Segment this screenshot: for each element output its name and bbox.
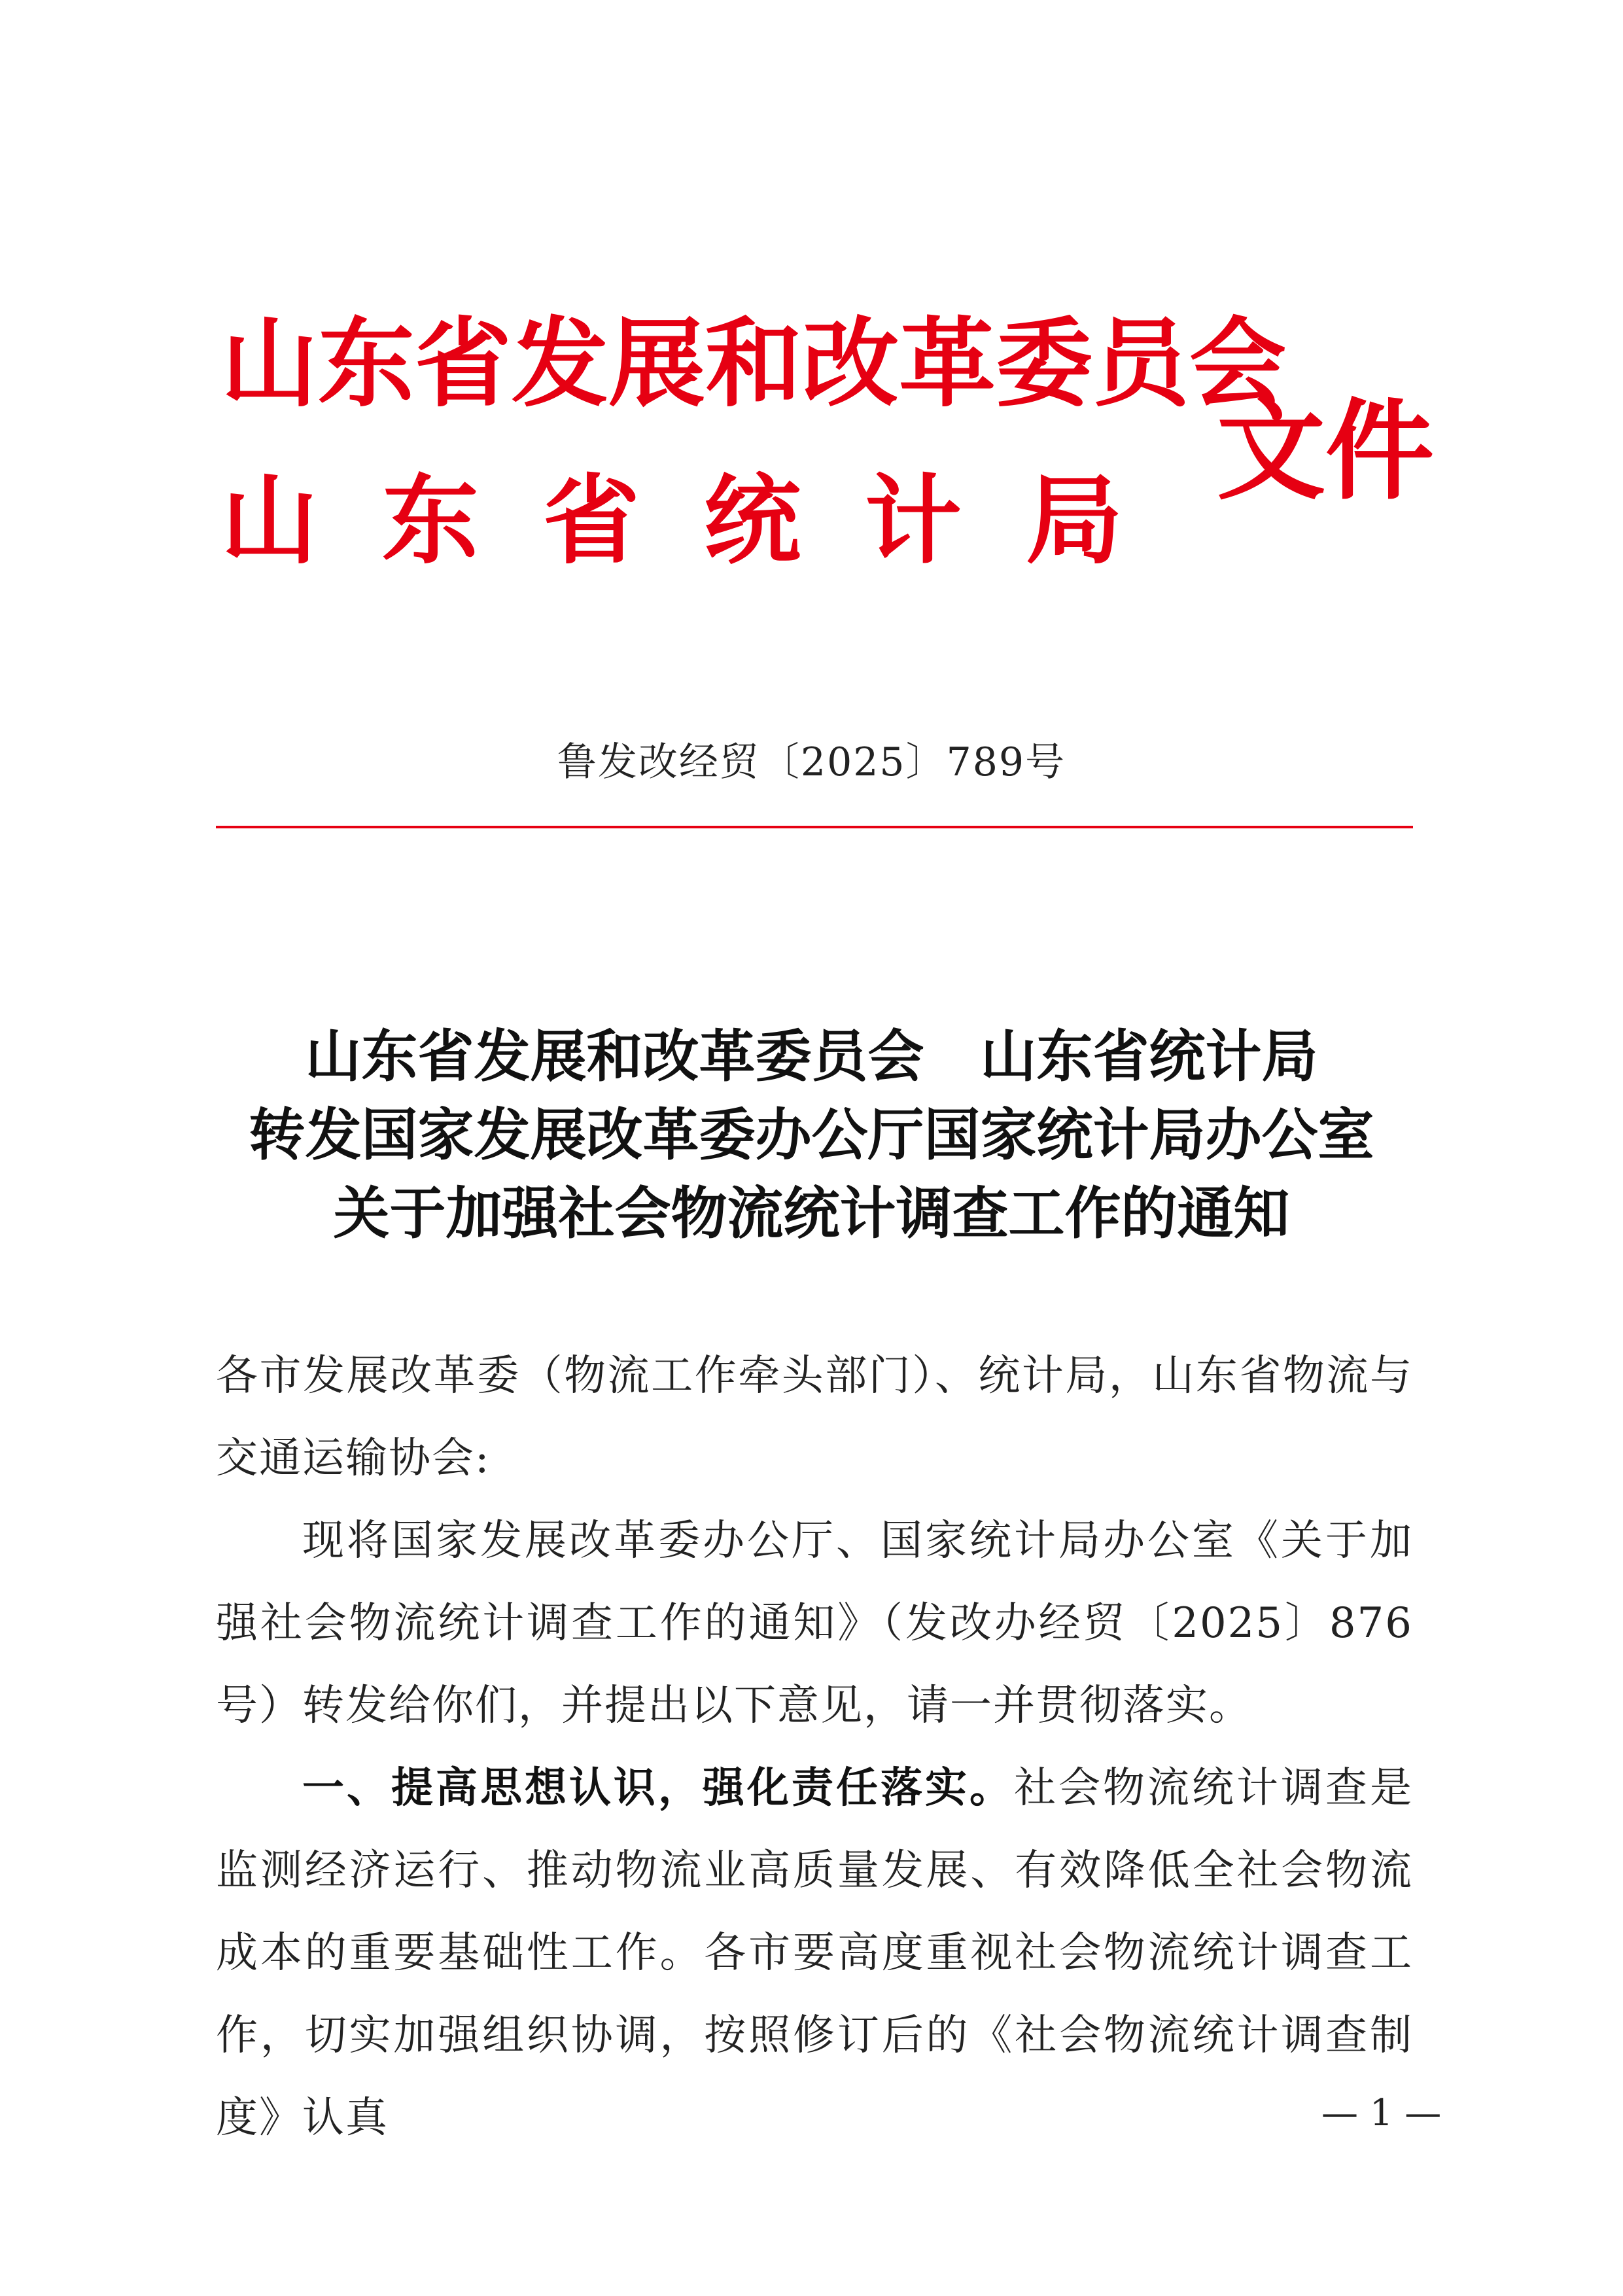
section-1-text: 社会物流统计调查是监测经济运行、推动物流业高质量发展、有效降低全社会物流成本的重要基础性工作。各市要高度重视社会物流统计调查工作，切实加强组织协调，按照修订后的《社会物流统计调查制度》认真 [216, 1764, 1413, 2142]
document-title [0, 1017, 1623, 1253]
paragraph-1: 现将国家发展改革委办公厅、国家统计局办公室《关于加强社会物流统计调查工作的通知》（发改办经贸〔2025〕876号）转发给你们，并提出以下意见，请一并贯彻落实。 [216, 1517, 1413, 1730]
red-divider [216, 826, 1413, 828]
issuer-line-1: 山东省发展和改革委员会 [221, 306, 1286, 420]
salutation: 各市发展改革委（物流工作牵头部门）、统计局，山东省物流与交通运输协会: [216, 1352, 1413, 1483]
title-line-1: 山东省发展和改革委员会 山东省统计局 [305, 1023, 1318, 1089]
document-number: 鲁发改经贸〔2025〕789号 [557, 739, 1066, 785]
issuer-line-2: 山东省统计局 [221, 463, 1187, 577]
section-1-paragraph [216, 1747, 1413, 2159]
document-body [216, 1335, 1413, 2159]
title-line-2: 转发国家发展改革委办公厅国家统计局办公室 [249, 1102, 1374, 1168]
page-number: — 1 — [1321, 2092, 1442, 2134]
title-line-3: 关于加强社会物流统计调查工作的通知 [333, 1180, 1290, 1246]
document-type-label: 文件 [1217, 387, 1434, 515]
section-1-heading: 一、提高思想认识，强化责任落实。 [302, 1764, 1014, 1812]
